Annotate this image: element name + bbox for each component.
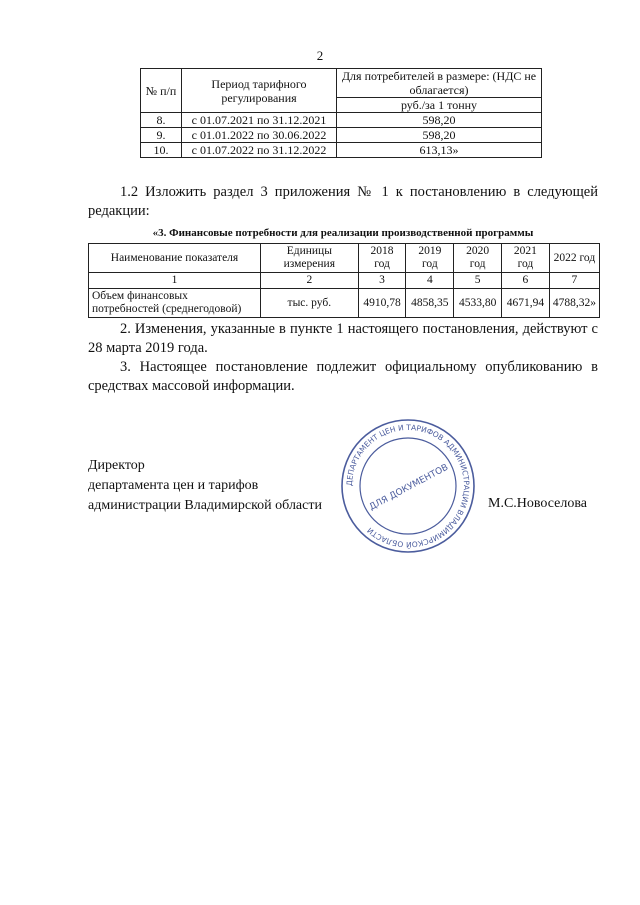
row-period: с 01.07.2021 по 31.12.2021: [182, 113, 337, 128]
table-row: [89, 289, 600, 318]
paragraph-1-2: 1.2 Изложить раздел 3 приложения № 1 к постановлению в следующей редакции:: [88, 184, 598, 219]
index-cell: 7: [549, 273, 599, 289]
index-cell: 4: [406, 273, 454, 289]
table-row: [141, 128, 542, 143]
row-period: с 01.07.2022 по 31.12.2022: [182, 143, 337, 158]
signature-title-line1: Директор: [88, 458, 145, 473]
official-seal-stamp: [338, 416, 478, 556]
table-row: [141, 143, 542, 158]
row-num: 9.: [141, 128, 182, 143]
data-cell: Объем финансовых потребностей (среднегодовой): [89, 289, 261, 318]
row-value: 598,20: [337, 128, 542, 143]
data-cell: 4910,78: [358, 289, 406, 318]
header-period: Период тарифного регулирования: [182, 69, 337, 113]
finance-index-row: [89, 273, 600, 289]
header-unit: руб./за 1 тонну: [337, 98, 542, 113]
index-cell: 1: [89, 273, 261, 289]
tariff-table: [140, 68, 542, 158]
header-consumers: Для потребителей в размере: (НДС не облагается): [337, 69, 542, 98]
page-number: 2: [316, 48, 324, 63]
index-cell: 6: [502, 273, 550, 289]
section-title: «3. Финансовые потребности для реализации производственной программы: [152, 227, 534, 239]
signatory-name: М.С.Новоселова: [488, 496, 587, 511]
col-header: Наименование показателя: [89, 244, 261, 273]
col-header: 2022 год: [549, 244, 599, 273]
row-period: с 01.01.2022 по 30.06.2022: [182, 128, 337, 143]
svg-text:ДЕПАРТАМЕНТ ЦЕН И ТАРИФОВ АДМИ: ДЕПАРТАМЕНТ ЦЕН И ТАРИФОВ АДМИНИСТРАЦИИ ВЛАДИМИРСКОЙ ОБЛАСТИ: [344, 422, 472, 550]
data-cell: 4858,35: [406, 289, 454, 318]
row-value: 613,13»: [337, 143, 542, 158]
col-header: 2019 год: [406, 244, 454, 273]
data-cell: тыс. руб.: [261, 289, 359, 318]
finance-header-row: [89, 244, 600, 273]
row-value: 598,20: [337, 113, 542, 128]
signature-title-line2: департамента цен и тарифов: [88, 478, 259, 493]
col-header: Единицы измерения: [261, 244, 359, 273]
index-cell: 2: [261, 273, 359, 289]
paragraph-2: 2. Изменения, указанные в пункте 1 настоящего постановления, действуют с 28 марта 2019 года.: [88, 321, 598, 356]
row-num: 8.: [141, 113, 182, 128]
signature-title-line3: администрации Владимирской области: [88, 498, 322, 513]
signature-block: [88, 456, 322, 516]
col-header: 2021 год: [502, 244, 550, 273]
data-cell: 4671,94: [502, 289, 550, 318]
header-num: № п/п: [141, 69, 182, 113]
data-cell: 4533,80: [454, 289, 502, 318]
paragraph-3: 3. Настоящее постановление подлежит официальному опубликованию в средствах массовой информации.: [88, 359, 598, 394]
col-header: 2020 год: [454, 244, 502, 273]
index-cell: 3: [358, 273, 406, 289]
finance-table: [88, 243, 600, 318]
col-header: 2018 год: [358, 244, 406, 273]
data-cell: 4788,32»: [549, 289, 599, 318]
svg-text:ДЛЯ ДОКУМЕНТОВ: ДЛЯ ДОКУМЕНТОВ: [367, 462, 451, 513]
row-num: 10.: [141, 143, 182, 158]
index-cell: 5: [454, 273, 502, 289]
table-row: [141, 113, 542, 128]
